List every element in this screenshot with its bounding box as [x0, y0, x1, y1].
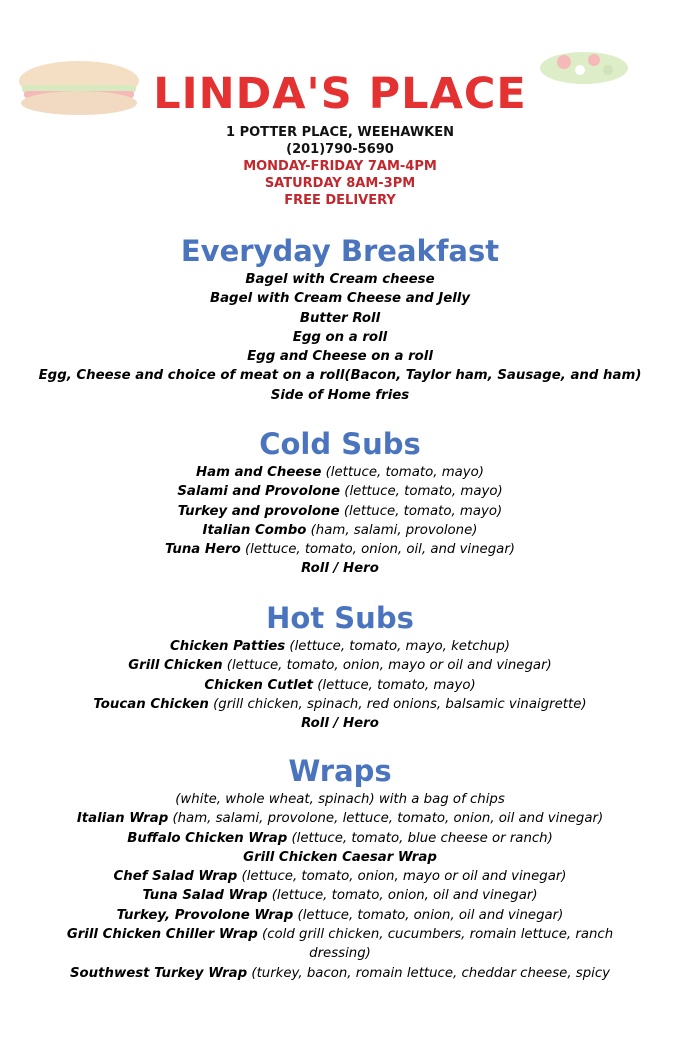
menu-item-name: Chef Salad Wrap	[113, 869, 238, 885]
saturday-hours: SATURDAY 8AM-3PM	[264, 176, 416, 191]
menu-item-description: (white, whole wheat, spinach) with a bag of chips	[175, 792, 505, 807]
weekday-hours: MONDAY-FRIDAY 7AM-4PM	[243, 159, 437, 174]
wraps-list	[0, 790, 680, 983]
menu-item	[0, 906, 680, 925]
menu-item	[0, 482, 680, 501]
hot-subs-section	[0, 599, 680, 733]
menu-item-description: (cold grill chicken, cucumbers, romain lettuce, ranch dressing)	[257, 927, 614, 962]
menu-item-name: Bagel with Cream Cheese and Jelly	[209, 291, 471, 307]
menu-item-name: Side of Home fries	[270, 387, 410, 403]
restaurant-title: LINDA'S PLACE	[153, 69, 527, 119]
menu-item-description: (lettuce, tomato, onion, mayo or oil and vinegar)	[222, 658, 552, 674]
menu-item-name: Tuna Hero	[165, 542, 241, 558]
menu-item-description: (ham, salami, provolone)	[306, 522, 478, 538]
menu-item	[0, 559, 680, 578]
menu-item-name: Toucan Chicken	[93, 696, 209, 712]
section-title-hot-subs: Hot Subs	[266, 601, 414, 635]
menu-item	[0, 347, 680, 366]
menu-item-name: Egg on a roll	[292, 329, 388, 345]
wraps-section	[0, 752, 680, 983]
menu-item-name: Egg and Cheese on a roll	[247, 349, 433, 365]
menu-item	[0, 270, 680, 289]
menu-item-name: Southwest Turkey Wrap	[69, 965, 248, 981]
menu-item	[0, 463, 680, 482]
menu-item-description: (lettuce, tomato, mayo, ketchup)	[285, 639, 510, 654]
menu-item	[0, 790, 680, 809]
menu-item	[0, 867, 680, 886]
section-title-wraps: Wraps	[288, 754, 392, 788]
address: 1 POTTER PLACE, WEEHAWKEN	[226, 125, 454, 140]
section-title-breakfast: Everyday Breakfast	[180, 234, 500, 268]
menu-item-name: Roll / Hero	[301, 716, 379, 732]
phone-number: (201)790-5690	[286, 142, 394, 157]
menu-item	[0, 848, 680, 867]
menu-item	[0, 309, 680, 328]
menu-item	[0, 502, 680, 521]
menu-item	[0, 714, 680, 733]
menu-item-name: Grill Chicken Chiller Wrap	[66, 927, 258, 943]
menu-item-description: (lettuce, tomato, onion, oil and vinegar)	[267, 888, 538, 904]
menu-item-name: Grill Chicken Caesar Wrap	[243, 849, 437, 865]
menu-item	[0, 637, 680, 656]
menu-item-description: (lettuce, tomato, mayo)	[321, 465, 484, 480]
breakfast-list	[0, 270, 680, 405]
menu-item	[0, 289, 680, 308]
menu-item-name: Roll / Hero	[301, 561, 379, 577]
cold-subs-section	[0, 425, 680, 579]
menu-item	[0, 925, 680, 964]
menu-item-name: Italian Wrap	[76, 811, 169, 827]
menu-item-description: (lettuce, tomato, onion, mayo or oil and vinegar)	[237, 869, 567, 885]
menu-item	[0, 366, 680, 385]
menu-item-name: Bagel with Cream cheese	[245, 272, 435, 287]
menu-item-description: (ham, salami, provolone, lettuce, tomato, onion, oil and vinegar)	[168, 811, 604, 827]
menu-item-name: Buffalo Chicken Wrap	[127, 830, 288, 846]
menu-item-name: Ham and Cheese	[195, 465, 322, 480]
menu-item	[0, 809, 680, 828]
section-title-cold-subs: Cold Subs	[259, 427, 421, 461]
menu-item-name: Grill Chicken	[128, 658, 223, 674]
menu-item-description: (lettuce, tomato, onion, oil and vinegar)	[293, 907, 564, 923]
delivery-note: FREE DELIVERY	[284, 193, 396, 208]
menu-item-description: (lettuce, tomato, mayo)	[340, 484, 503, 500]
menu-item-description: (grill chicken, spinach, red onions, balsamic vinaigrette)	[208, 696, 587, 712]
menu-item	[0, 829, 680, 848]
menu-item-name: Turkey, Provolone Wrap	[116, 907, 294, 923]
menu-item	[0, 695, 680, 714]
menu-item-description: (lettuce, tomato, mayo)	[313, 677, 476, 693]
menu-item-description: (turkey, bacon, romain lettuce, cheddar cheese, spicy	[247, 965, 611, 981]
menu-item-name: Egg, Cheese and choice of meat on a roll(Bacon, Taylor ham, Sausage, and ham)	[38, 368, 642, 384]
menu-item-name: Chicken Cutlet	[204, 677, 314, 693]
menu-item-name: Butter Roll	[299, 310, 381, 326]
menu-item	[0, 886, 680, 905]
menu-item-name: Turkey and provolone	[177, 503, 340, 519]
menu-item	[0, 656, 680, 675]
menu-item	[0, 964, 680, 983]
menu-item	[0, 521, 680, 540]
menu-item	[0, 676, 680, 695]
menu-item	[0, 540, 680, 559]
menu-item-name: Salami and Provolone	[177, 484, 341, 500]
menu-item-name: Italian Combo	[202, 522, 307, 538]
menu-item-name: Tuna Salad Wrap	[142, 888, 268, 904]
breakfast-section	[0, 232, 680, 405]
menu-item-description: (lettuce, tomato, blue cheese or ranch)	[287, 830, 553, 846]
menu-item-name: Chicken Patties	[169, 639, 286, 654]
menu-item-description: (lettuce, tomato, mayo)	[339, 503, 503, 519]
menu-item	[0, 386, 680, 405]
menu-item	[0, 328, 680, 347]
hot-subs-list	[0, 637, 680, 733]
cold-subs-list	[0, 463, 680, 579]
menu-item-description: (lettuce, tomato, onion, oil, and vinegar)	[240, 542, 515, 558]
